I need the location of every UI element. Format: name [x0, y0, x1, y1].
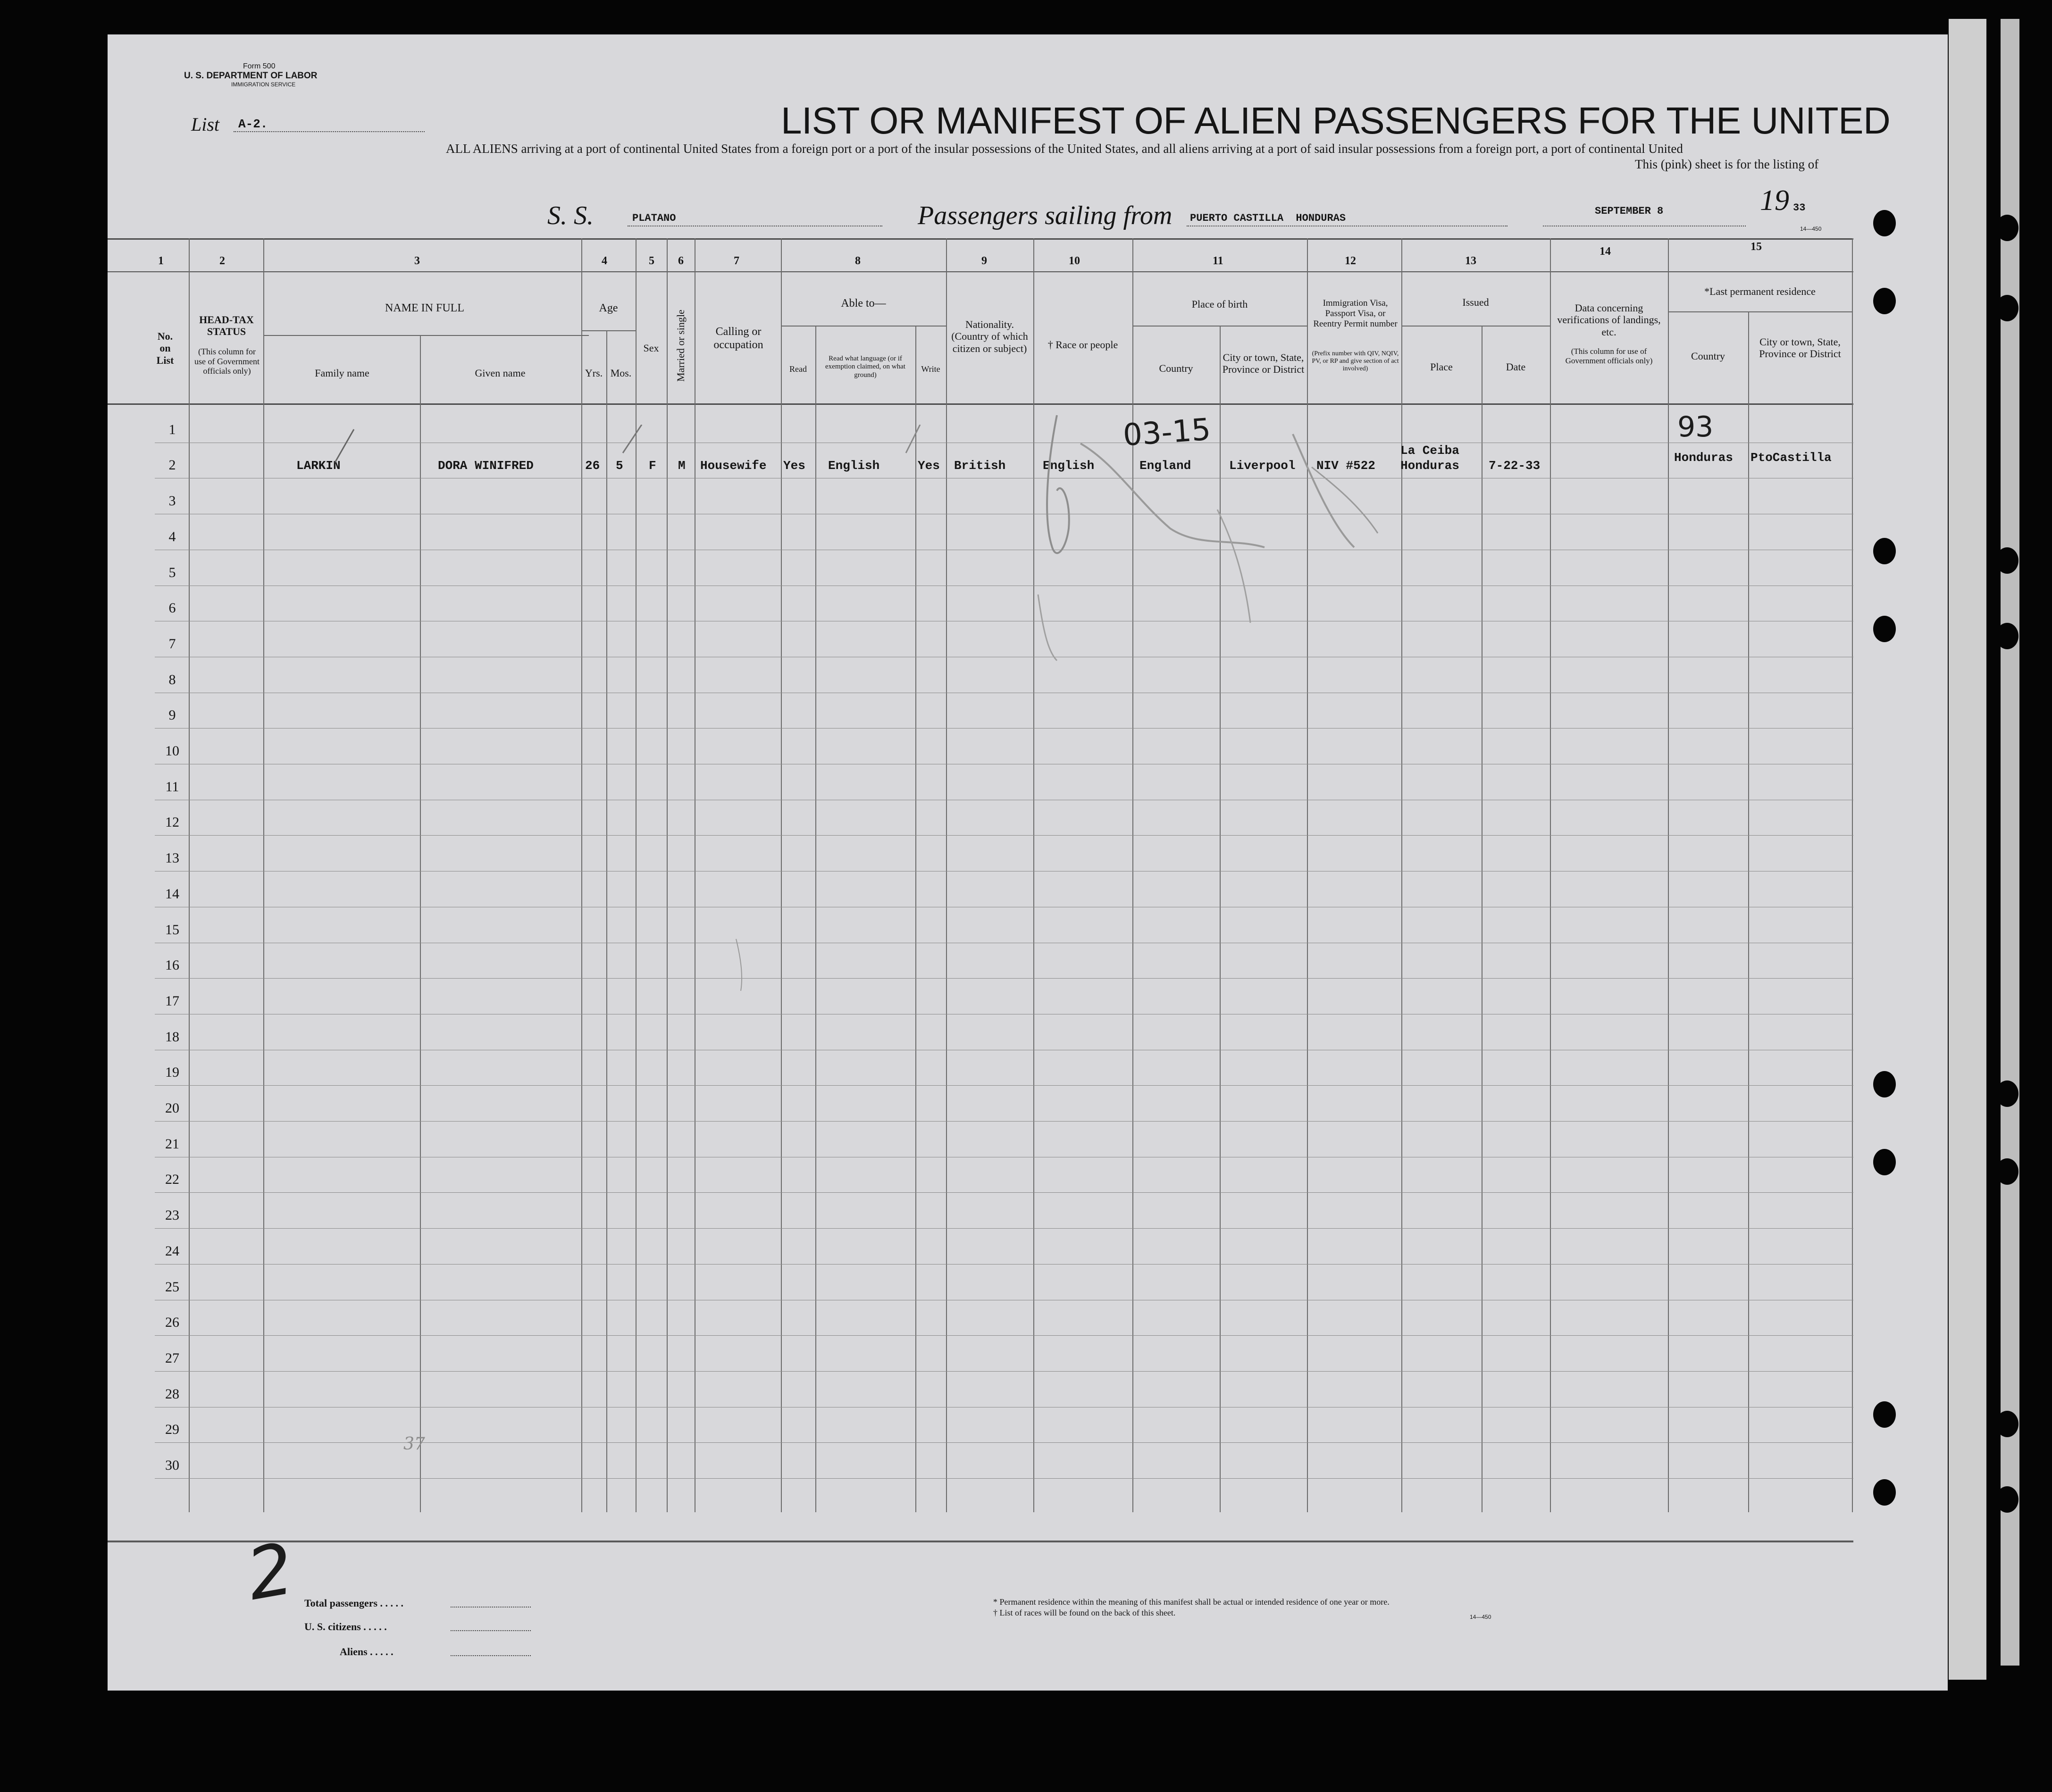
column-rule — [1748, 311, 1749, 1512]
header-head-tax: HEAD-TAX STATUS — [199, 314, 254, 338]
subheader-rule-name — [263, 335, 589, 336]
aliens-label: Aliens . . . . . — [340, 1646, 394, 1658]
passenger-sex: F — [649, 459, 656, 473]
row-number: 29 — [165, 1422, 179, 1437]
list-value: A-2. — [238, 117, 268, 131]
passenger-issued-place-2: Honduras — [1400, 459, 1459, 473]
handwritten-residence-code: 93 — [1677, 410, 1714, 444]
header-married: Married or single — [674, 310, 687, 382]
passenger-race: English — [1043, 459, 1095, 473]
punch-hole — [1996, 1080, 2018, 1107]
punch-hole — [1996, 215, 2018, 241]
header-head-tax-note: (This column for use of Government officials only) — [194, 347, 260, 376]
manifest-subtitle-2: This (pink) sheet is for the listing of — [1635, 157, 1819, 171]
passenger-read: Yes — [783, 459, 805, 473]
row-number: 19 — [165, 1064, 179, 1080]
us-citizens-line — [451, 1630, 531, 1631]
row-number: 8 — [168, 672, 176, 687]
subheader-rule-able — [781, 326, 946, 327]
row-number: 26 — [165, 1315, 179, 1330]
header-read-language: Read what language (or if exemption claimed, on what ground) — [825, 355, 905, 379]
header-issued-place: Place — [1430, 361, 1453, 373]
header-family-name: Family name — [315, 367, 369, 379]
manifest-subtitle-1: ALL ALIENS arriving at a port of continental United States from a foreign port or a port of the insular possessions of the United States, and all aliens arriving at a port of said insular possessions from a foreign port, a port of continental United — [446, 142, 1683, 156]
punch-hole — [1873, 1479, 1896, 1506]
punch-hole — [1873, 210, 1896, 236]
row-number: 17 — [165, 993, 179, 1009]
column-rule — [1852, 238, 1853, 1512]
header-name-in-full: NAME IN FULL — [385, 302, 464, 314]
row-number: 3 — [168, 493, 176, 509]
punch-hole — [1873, 288, 1896, 314]
header-given-name: Given name — [475, 367, 526, 379]
row-number: 10 — [165, 743, 179, 759]
header-visa: Immigration Visa, Passport Visa, or Reentry Permit number — [1313, 298, 1398, 329]
check-marks — [321, 425, 981, 1038]
year-suffix: 33 — [1793, 202, 1806, 214]
colnum-rule — [108, 271, 1853, 272]
departure-port: PUERTO CASTILLA HONDURAS — [1190, 212, 1346, 224]
row-number: 5 — [168, 565, 176, 580]
row-number: 2 — [168, 457, 176, 473]
row-number: 24 — [165, 1243, 179, 1259]
row-rule — [155, 1228, 1853, 1229]
ship-label: S. S. — [547, 201, 594, 230]
row-number: 12 — [165, 814, 179, 830]
column-number-6: 6 — [678, 255, 684, 267]
passenger-res-country: Honduras — [1674, 451, 1733, 465]
column-number-14: 14 — [1600, 245, 1611, 258]
row-number: 18 — [165, 1029, 179, 1045]
column-number-11: 11 — [1213, 255, 1223, 267]
passenger-language: English — [828, 459, 880, 473]
column-rule — [263, 238, 264, 1512]
row-rule — [155, 1335, 1853, 1336]
row-rule — [155, 1371, 1853, 1372]
passenger-marital: M — [678, 459, 686, 473]
service-name: IMMIGRATION SERVICE — [231, 81, 296, 88]
column-number-10: 10 — [1069, 255, 1080, 267]
total-passengers-label: Total passengers . . . . . — [304, 1597, 404, 1609]
list-underline — [234, 131, 425, 132]
header-birth-city: City or town, State, Province or District — [1222, 352, 1305, 376]
passenger-nationality: British — [954, 459, 1006, 473]
column-number-12: 12 — [1345, 255, 1356, 267]
row-rule — [155, 1192, 1853, 1193]
punch-hole — [1996, 295, 2018, 321]
row-rule — [155, 1121, 1853, 1122]
inspector-signature — [1029, 406, 1406, 670]
column-number-7: 7 — [734, 255, 739, 267]
column-number-5: 5 — [649, 255, 654, 267]
row-number: 30 — [165, 1457, 179, 1473]
column-number-2: 2 — [219, 255, 225, 267]
column-number-13: 13 — [1465, 255, 1476, 267]
sailing-label: Passengers sailing from — [918, 201, 1173, 230]
header-place-of-birth: Place of birth — [1191, 298, 1248, 310]
passenger-res-city: PtoCastilla — [1750, 451, 1832, 465]
punch-hole — [1873, 538, 1896, 564]
header-res-city: City or town, State, Province or District — [1759, 336, 1841, 360]
column-rule — [1550, 238, 1551, 1512]
header-issued-date: Date — [1506, 361, 1526, 373]
header-nationality: Nationality. (Country of which citizen or subject) — [951, 318, 1028, 354]
punch-hole — [1996, 1411, 2018, 1437]
header-sex: Sex — [643, 342, 659, 354]
column-number-15: 15 — [1750, 241, 1762, 253]
punch-hole — [1873, 1071, 1896, 1097]
handwritten-birth-code: 03-15 — [1122, 412, 1212, 453]
punch-hole — [1996, 623, 2018, 649]
passenger-visa: NIV #522 — [1316, 459, 1375, 473]
punch-hole — [1996, 1158, 2018, 1185]
row-number: 23 — [165, 1207, 179, 1223]
footer-form-code: 14—450 — [1470, 1614, 1491, 1620]
sailing-date: SEPTEMBER 8 — [1595, 205, 1664, 217]
manifest-title: LIST OR MANIFEST OF ALIEN PASSENGERS FOR THE UNITED — [781, 100, 1891, 142]
row-rule — [155, 1478, 1853, 1479]
passenger-issued-place-1: La Ceiba — [1400, 444, 1459, 458]
column-rule — [189, 238, 190, 1512]
header-verifications: Data concerning verifications of landings, etc. — [1557, 302, 1661, 338]
punch-hole — [1873, 1401, 1896, 1428]
punch-hole — [1873, 1149, 1896, 1175]
passenger-birth-country: England — [1139, 459, 1191, 473]
handwritten-total: 2 — [241, 1528, 300, 1616]
year-prefix: 19 — [1760, 184, 1789, 217]
subheader-rule-issued — [1401, 326, 1550, 327]
header-age-mos: Mos. — [610, 367, 632, 379]
header-verifications-note: (This column for use of Government officials only) — [1565, 347, 1653, 365]
column-number-1: 1 — [158, 255, 164, 267]
row-number: 25 — [165, 1279, 179, 1295]
header-bottom-rule — [108, 403, 1853, 405]
us-citizens-label: U. S. citizens . . . . . — [304, 1621, 387, 1633]
passenger-write: Yes — [918, 459, 940, 473]
form-code: 14—450 — [1800, 226, 1822, 232]
handwritten-small-number: 37 — [403, 1434, 425, 1454]
list-label: List — [191, 114, 220, 135]
passenger-age-months: 5 — [616, 459, 623, 473]
header-last-residence: *Last permanent residence — [1704, 285, 1816, 297]
header-read: Read — [789, 364, 807, 374]
row-rule — [155, 1085, 1853, 1086]
subheader-rule-residence — [1668, 311, 1852, 312]
passenger-age-years: 26 — [585, 459, 600, 473]
total-passengers-line — [451, 1607, 531, 1608]
column-number-4: 4 — [602, 255, 607, 267]
row-number: 27 — [165, 1350, 179, 1366]
table-top-rule — [108, 238, 1853, 240]
passenger-family-name: LARKIN — [296, 459, 341, 473]
header-issued: Issued — [1462, 296, 1489, 308]
ship-name: PLATANO — [632, 212, 676, 224]
row-number: 21 — [165, 1136, 179, 1152]
row-number: 14 — [165, 886, 179, 902]
header-age-yrs: Yrs. — [585, 367, 603, 379]
form-number: Form 500 — [243, 62, 276, 70]
punch-hole — [1873, 616, 1896, 642]
row-number: 20 — [165, 1100, 179, 1116]
header-write: Write — [921, 364, 940, 374]
row-number: 13 — [165, 850, 179, 866]
row-number: 11 — [165, 779, 179, 795]
row-number: 28 — [165, 1386, 179, 1402]
header-race: † Race or people — [1047, 339, 1118, 351]
header-res-country: Country — [1691, 350, 1725, 362]
punch-hole — [1996, 1486, 2018, 1513]
footnote-races: † List of races will be found on the back of this sheet. — [993, 1608, 1176, 1617]
header-visa-note: (Prefix number with QIV, NQIV, PV, or RP and give section of act involved) — [1312, 350, 1399, 373]
passenger-occupation: Housewife — [700, 459, 767, 473]
footnote-residence: * Permanent residence within the meaning of this manifest shall be actual or intended residence of one year or more. — [993, 1597, 1390, 1607]
row-number: 22 — [165, 1172, 179, 1187]
header-able-to: Able to— — [841, 297, 886, 310]
punch-hole — [1996, 547, 2018, 574]
row-number: 1 — [168, 422, 176, 437]
aliens-line — [451, 1655, 531, 1656]
adjacent-sheet-strip — [1949, 19, 1986, 1680]
column-number-3: 3 — [414, 255, 420, 267]
passenger-birth-city: Liverpool — [1229, 459, 1296, 473]
department-name: U. S. DEPARTMENT OF LABOR — [184, 71, 318, 81]
column-number-9: 9 — [981, 255, 987, 267]
header-calling: Calling or occupation — [713, 326, 763, 351]
header-no-on-list: No. on List — [156, 330, 174, 366]
subheader-rule-age — [581, 330, 636, 331]
row-number: 16 — [165, 957, 179, 973]
row-number: 15 — [165, 922, 179, 938]
header-birth-country: Country — [1159, 362, 1193, 374]
row-number: 6 — [168, 600, 176, 616]
row-number: 9 — [168, 707, 176, 723]
passenger-given-name: DORA WINIFRED — [438, 459, 534, 473]
row-number: 4 — [168, 529, 176, 544]
passenger-issued-date: 7-22-33 — [1489, 459, 1541, 473]
row-number: 7 — [168, 636, 176, 652]
table-bottom-rule — [108, 1541, 1853, 1542]
column-rule — [1668, 238, 1669, 1512]
header-age: Age — [599, 302, 618, 314]
column-number-8: 8 — [855, 255, 861, 267]
